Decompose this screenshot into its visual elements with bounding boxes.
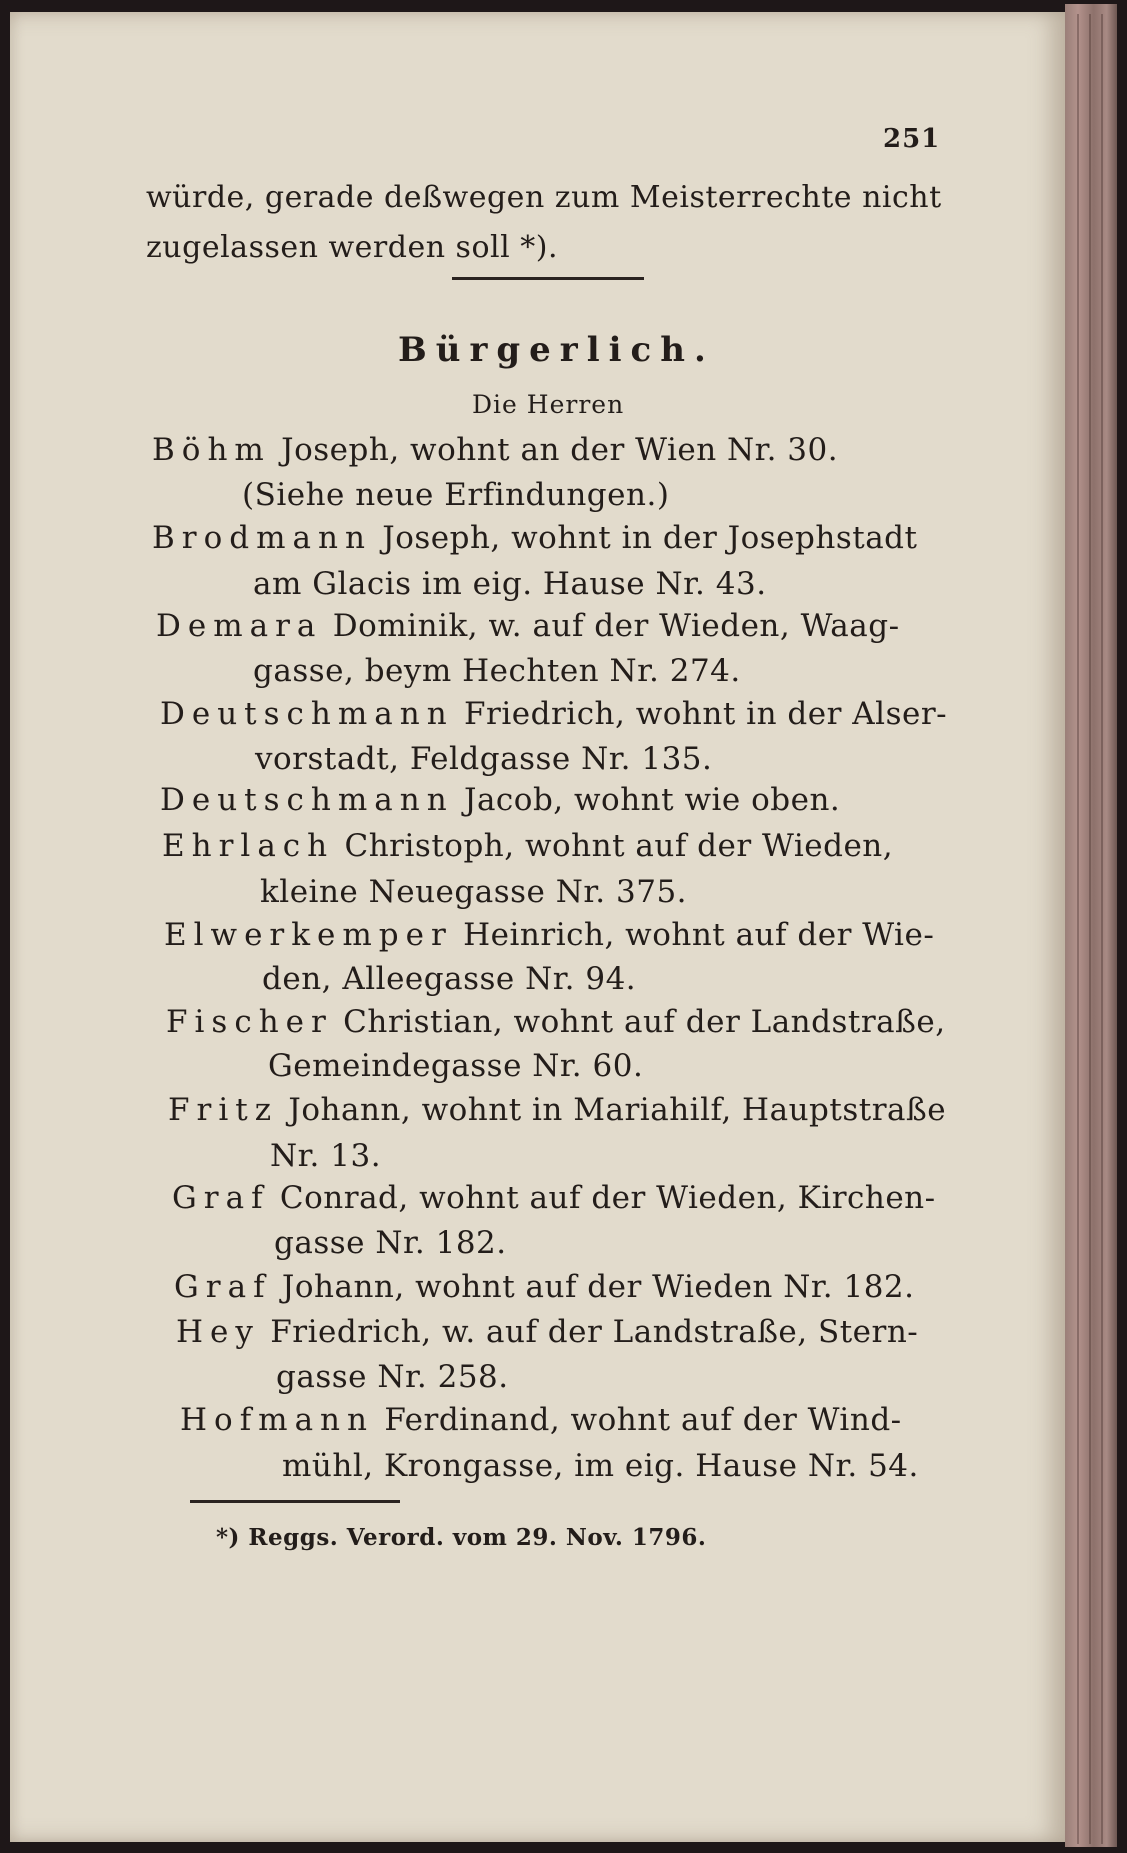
entry-surname: Graf <box>172 1180 270 1216</box>
entry-address: Joseph, wohnt an der Wien Nr. 30. <box>270 432 839 468</box>
list-item <box>160 782 840 818</box>
intro-line-2: zugelassen werden soll *). <box>146 230 558 265</box>
entry-address: Jacob, wohnt wie oben. <box>453 782 841 818</box>
entry-continuation: kleine Neuegasse Nr. 375. <box>260 874 688 910</box>
entry-surname: Hofmann <box>180 1402 374 1438</box>
list-item <box>156 608 900 644</box>
page-number: 251 <box>883 124 941 154</box>
entry-surname: Graf <box>174 1269 272 1305</box>
entry-surname: Deutschmann <box>160 696 454 732</box>
entry-surname: Elwerkemper <box>164 917 453 953</box>
entry-address: Friedrich, wohnt in der Alser- <box>453 696 948 732</box>
entry-address: Ferdinand, wohnt auf der Wind- <box>373 1402 902 1438</box>
list-item <box>152 520 917 556</box>
list-item <box>176 1314 918 1350</box>
entry-surname: Ehrlach <box>162 828 335 864</box>
list-item <box>166 1004 946 1040</box>
entry-surname: Böhm <box>152 432 271 468</box>
entry-address: Conrad, wohnt auf der Wieden, Kirchen- <box>269 1180 936 1216</box>
section-subheading: Die Herren <box>472 390 625 419</box>
entry-address: Heinrich, wohnt auf der Wie- <box>452 917 935 953</box>
entry-continuation: Nr. 13. <box>270 1138 382 1174</box>
section-heading: Bürgerlich. <box>398 330 715 370</box>
book-page <box>10 12 1065 1842</box>
list-item <box>174 1269 915 1305</box>
entry-continuation: Gemeindegasse Nr. 60. <box>268 1048 644 1084</box>
entry-surname: Hey <box>176 1314 260 1350</box>
entry-continuation: gasse, beym Hechten Nr. 274. <box>253 653 741 689</box>
entry-address: Johann, wohnt in Mariahilf, Hauptstraße <box>278 1092 947 1128</box>
list-item <box>168 1092 946 1128</box>
list-item <box>164 917 934 953</box>
footnote-divider <box>190 1500 400 1503</box>
list-item <box>180 1402 902 1438</box>
list-item <box>160 696 947 732</box>
entry-address: Joseph, wohnt in der Josephstadt <box>371 520 918 556</box>
entry-address: Dominik, w. auf der Wieden, Waag- <box>322 608 900 644</box>
entry-continuation: (Siehe neue Erfindungen.) <box>242 477 670 513</box>
page-edges <box>1065 4 1117 1847</box>
entry-surname: Brodmann <box>152 520 372 556</box>
list-item <box>162 828 893 864</box>
entry-address: Johann, wohnt auf der Wieden Nr. 182. <box>271 1269 915 1305</box>
intro-line-1: würde, gerade deßwegen zum Meisterrechte nicht <box>146 180 942 215</box>
entry-address: Friedrich, w. auf der Landstraße, Stern- <box>259 1314 919 1350</box>
footnote: *) Reggs. Verord. vom 29. Nov. 1796. <box>216 1524 707 1551</box>
entry-address: Christoph, wohnt auf der Wieden, <box>334 828 894 864</box>
entry-address: Christian, wohnt auf der Landstraße, <box>332 1004 946 1040</box>
section-divider <box>452 277 644 280</box>
entry-surname: Fischer <box>166 1004 333 1040</box>
entry-continuation: den, Alleegasse Nr. 94. <box>262 961 637 997</box>
entry-continuation: mühl, Krongasse, im eig. Hause Nr. 54. <box>282 1448 919 1484</box>
list-item <box>172 1180 936 1216</box>
entry-continuation: gasse Nr. 182. <box>274 1225 507 1261</box>
entry-continuation: am Glacis im eig. Hause Nr. 43. <box>253 566 767 602</box>
entry-surname: Fritz <box>168 1092 279 1128</box>
entry-continuation: gasse Nr. 258. <box>276 1359 509 1395</box>
entry-continuation: vorstadt, Feldgasse Nr. 135. <box>255 741 713 777</box>
entry-surname: Demara <box>156 608 323 644</box>
list-item <box>152 432 838 468</box>
entry-surname: Deutschmann <box>160 782 454 818</box>
